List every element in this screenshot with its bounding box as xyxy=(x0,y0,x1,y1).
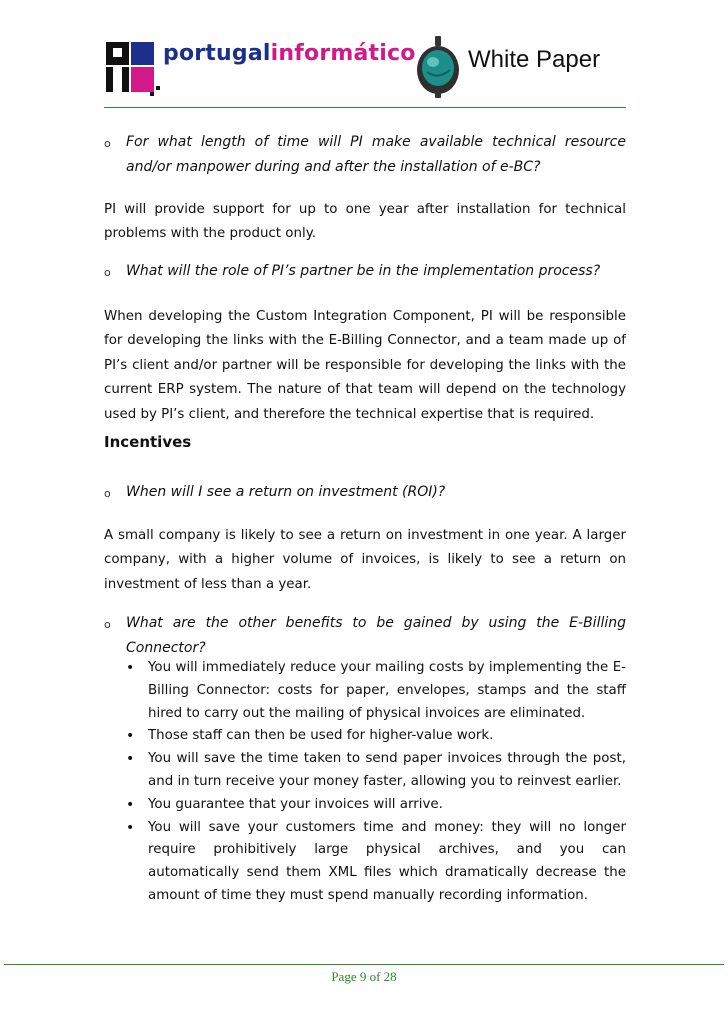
question-other-benefits xyxy=(104,611,626,661)
question-partner-role xyxy=(104,259,626,284)
list-item: • You will immediately reduce your mailing costs by implementing the E-Billing Connector: costs for paper, envelopes, stamps and the staff hired to carry out the mailing of physical invoices are eliminated. xyxy=(104,657,626,725)
bullet-dot-icon: • xyxy=(126,819,135,836)
answer-partner-role: When developing the Custom Integration Component, PI will be responsible for developing the links with the E-Billing Connector, and a team made up of PI’s client and/or partner will be responsible for developing the links with the current ERP system. The nature of that team will depend on the technology used by PI’s client, and therefore the technical expertise that is required. xyxy=(104,309,626,422)
bullet-marker: o xyxy=(104,487,111,500)
brand-part-informatico: informático xyxy=(270,41,416,66)
bullet-dot-icon: • xyxy=(126,751,135,768)
question-support-duration xyxy=(104,130,626,180)
bullet-dot-icon: • xyxy=(126,728,135,745)
question-text: What are the other benefits to be gained by using the E-Billing Connector? xyxy=(126,615,626,656)
bullet-dot-icon: • xyxy=(126,796,135,813)
question-text: What will the role of PI’s partner be in the implementation process? xyxy=(126,263,601,279)
question-text: When will I see a return on investment (ROI)? xyxy=(126,484,446,500)
list-item: • You guarantee that your invoices will arrive. xyxy=(104,794,626,817)
header-divider xyxy=(104,107,626,108)
document-type-label: White Paper xyxy=(468,46,601,73)
bullet-marker: o xyxy=(104,618,111,631)
pi-logo-icon xyxy=(106,42,160,96)
list-item: • You will save your customers time and money: they will no longer require prohibitively large physical archives, and you can automatically send them XML files which dramatically decrease the amount of time they must spend manually recording information. xyxy=(104,817,626,908)
answer-support-duration: PI will provide support for up to one year after installation for technical problems with the product only. xyxy=(104,202,626,242)
brand-part-portugal: portugal xyxy=(163,41,271,66)
answer-roi: A small company is likely to see a return on investment in one year. A larger company, with a higher volume of invoices, is likely to see a return on investment of less than a year. xyxy=(104,528,626,592)
page-number: Page 9 of 28 xyxy=(331,969,397,984)
benefits-list xyxy=(104,657,626,908)
bullet-dot-icon: • xyxy=(126,660,135,676)
bullet-marker: o xyxy=(104,266,111,279)
footer-divider xyxy=(4,964,724,965)
question-roi xyxy=(104,480,626,505)
list-item: • Those staff can then be used for higher-value work. xyxy=(104,725,626,748)
section-heading-incentives: Incentives xyxy=(104,433,192,451)
page-header xyxy=(0,0,728,112)
brand-wordmark xyxy=(163,41,416,66)
globe-mouse-icon xyxy=(412,36,464,98)
question-text: For what length of time will PI make available technical resource and/or manpower during and after the installation of e-BC? xyxy=(126,134,626,175)
list-item: • You will save the time taken to send paper invoices through the post, and in turn receive your money faster, allowing you to reinvest earlier. xyxy=(104,748,626,794)
bullet-marker: o xyxy=(104,137,111,150)
